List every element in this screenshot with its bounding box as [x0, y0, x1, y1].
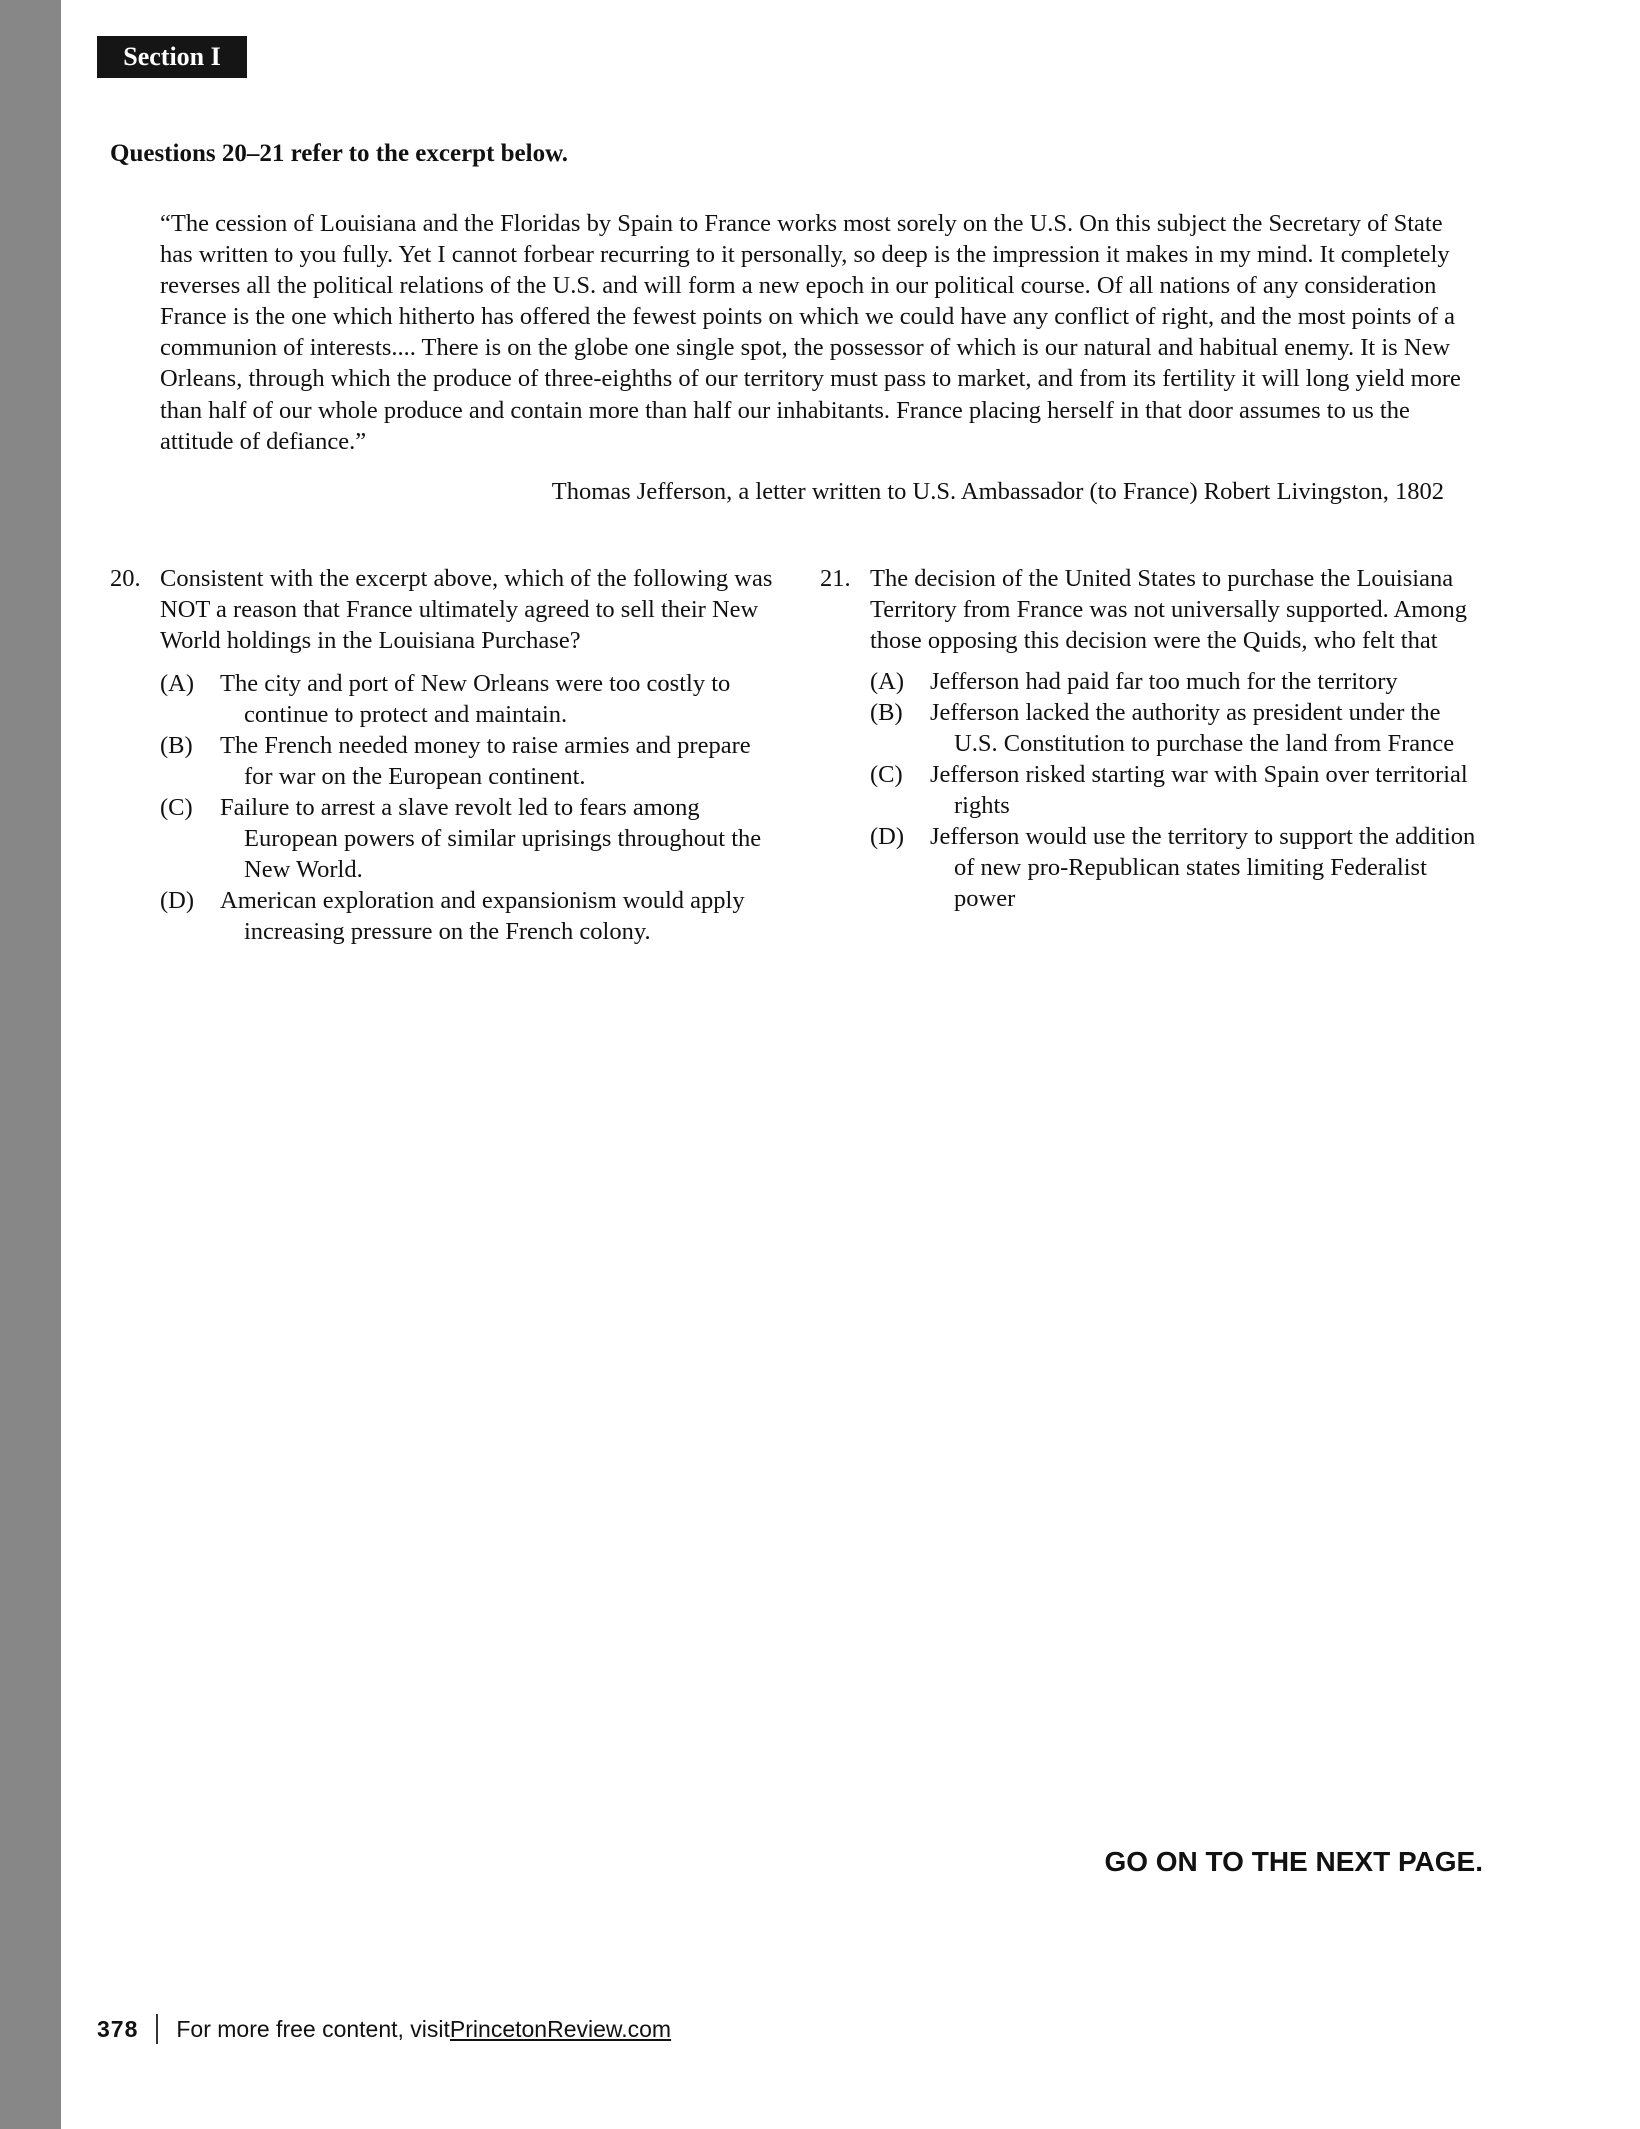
footer-text: For more free content, visit [176, 2015, 450, 2042]
page-footer [97, 2014, 671, 2044]
question-stem-text: Consistent with the excerpt above, which of the following was NOT a reason that France ultimately agreed to sell their New World holdings in the Louisiana Purchase? [160, 565, 773, 654]
question-stem [820, 563, 1490, 656]
page-margin-bar [0, 0, 61, 2129]
choice-text: Jefferson had paid far too much for the territory [930, 668, 1398, 695]
choice-letter: (A) [160, 670, 195, 697]
excerpt-attribution: Thomas Jefferson, a letter written to U.S. Ambassador (to France) Robert Livingston, 1802 [551, 478, 1444, 505]
answer-choice-d[interactable] [870, 821, 1490, 914]
footer-link[interactable]: PrincetonReview.com [449, 2015, 672, 2042]
questions-header: Questions 20–21 refer to the excerpt below. [110, 140, 569, 167]
choice-letter: (D) [160, 887, 195, 914]
question-21 [820, 563, 1490, 914]
choice-text: The city and port of New Orleans were too costly to continue to protect and maintain. [220, 670, 731, 728]
section-tab: Section I [97, 36, 247, 78]
choice-text: Jefferson lacked the authority as president under the U.S. Constitution to purchase the land from France [930, 699, 1455, 757]
answer-choice-a[interactable] [870, 666, 1490, 697]
question-20 [110, 563, 780, 947]
footer-divider [156, 2014, 158, 2044]
answer-choices [870, 666, 1490, 914]
answer-choice-c[interactable] [870, 759, 1490, 821]
answer-choice-c[interactable] [160, 792, 780, 885]
question-stem-text: The decision of the United States to purchase the Louisiana Territory from France was not universally supported. Among those opposing this decision were the Quids, who felt that [870, 565, 1468, 654]
answer-choice-b[interactable] [160, 730, 780, 792]
excerpt-text: “The cession of Louisiana and the Floridas by Spain to France works most sorely on the U.S. On this subject the Secretary of State has written to you fully. Yet I cannot forbear recurring to it personally, so deep is the impression it makes in my mind. It completely reverses all the political relations of the U.S. and will form a new epoch in our political course. Of all nations of any consideration France is the one which hitherto has offered the fewest points on which we could have any conflict of right, and the most points of a communion of interests.... There is on the globe one single spot, the possessor of which is our natural and habitual enemy. It is New Orleans, through which the produce of three-eighths of our territory must pass to market, and from its fertility it will long yield more than half of our whole produce and contain more than half our inhabitants. France placing herself in that door assumes to us the attitude of defiance.” [160, 210, 1461, 455]
go-on-notice: GO ON TO THE NEXT PAGE. [1104, 1846, 1483, 1877]
choice-text: Jefferson risked starting war with Spain over territorial rights [930, 761, 1468, 819]
question-number: 20. [110, 565, 141, 592]
page-number: 378 [97, 2015, 139, 2042]
choice-letter: (C) [870, 761, 903, 788]
choice-letter: (B) [870, 699, 903, 726]
answer-choices [160, 668, 780, 947]
choice-text: Failure to arrest a slave revolt led to fears among European powers of similar uprisings throughout the New World. [220, 794, 762, 883]
answer-choice-b[interactable] [870, 697, 1490, 759]
choice-text: Jefferson would use the territory to support the addition of new pro-Republican states limiting Federalist power [930, 823, 1476, 912]
question-number: 21. [820, 565, 851, 592]
choice-text: The French needed money to raise armies and prepare for war on the European continent. [220, 732, 751, 790]
choice-letter: (A) [870, 668, 905, 695]
answer-choice-d[interactable] [160, 885, 780, 947]
choice-letter: (B) [160, 732, 193, 759]
choice-letter: (C) [160, 794, 193, 821]
answer-choice-a[interactable] [160, 668, 780, 730]
question-stem [110, 563, 780, 656]
choice-letter: (D) [870, 823, 905, 850]
choice-text: American exploration and expansionism would apply increasing pressure on the French colony. [220, 887, 745, 945]
